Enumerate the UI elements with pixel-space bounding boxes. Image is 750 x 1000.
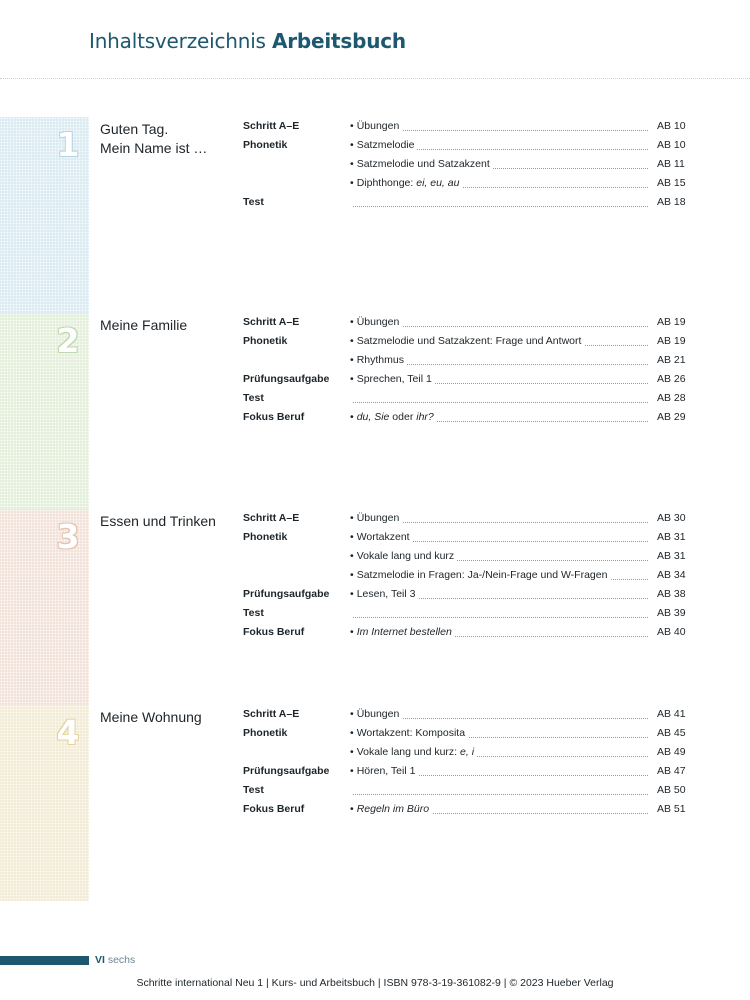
toc-row [0,410,750,429]
dot-leader [350,402,648,403]
toc-row-topic [350,783,648,798]
toc-row-page: AB 11 [657,158,685,170]
toc-row-page: AB 39 [657,607,686,619]
page-number-word: sechs [107,954,136,966]
chapter-number: 1 [56,125,80,164]
bullet-glyph: • [350,316,354,328]
toc-row [0,625,750,644]
toc-row-page: AB 38 [657,588,686,600]
toc-row-topic [350,606,648,621]
topic-part: Satzmelodie in Fragen: Ja-/Nein-Frage und W-Fragen [356,569,608,581]
toc-row-topic [350,334,648,349]
toc-row-topic-text [350,392,353,404]
chapter-title-line1: Guten Tag. [100,121,169,137]
topic-part: Im Internet bestellen [356,626,452,638]
toc-row-topic [350,568,648,583]
toc-row-label: Schritt A–E [243,316,300,328]
toc-row [0,353,750,372]
toc-row-topic [350,138,648,153]
toc-row-topic-text [350,335,584,347]
toc-row-page: AB 41 [657,708,686,720]
topic-part: Übungen [356,316,400,328]
toc-row-topic [350,391,648,406]
topic-part: Vokale lang und kurz [356,550,455,562]
bullet-glyph: • [350,803,354,815]
toc-row [0,334,750,353]
toc-row-topic [350,195,648,210]
chapter-number: 3 [56,517,80,556]
toc-row [0,119,750,138]
bullet-glyph: • [350,708,354,720]
topic-part: ihr? [416,411,434,423]
topic-part: Vokale lang und kurz: [356,746,461,758]
toc-row-label: Prüfungsaufgabe [243,588,330,600]
toc-row-topic [350,119,648,134]
toc-row-page: AB 18 [657,196,686,208]
toc-row-topic-text [350,550,457,562]
toc-row-label: Phonetik [243,727,288,739]
toc-row-page: AB 49 [657,746,686,758]
bullet-glyph: • [350,626,354,638]
toc-row-page: AB 29 [657,411,686,423]
toc-row-topic [350,745,648,760]
toc-row-label: Fokus Beruf [243,626,305,638]
toc-row [0,802,750,821]
toc-row-page: AB 19 [657,335,686,347]
toc-row [0,587,750,606]
toc-row-topic [350,802,648,817]
toc-row-page: AB 45 [657,727,686,739]
toc-row [0,549,750,568]
toc-row-label: Fokus Beruf [243,411,305,423]
topic-part: Übungen [356,512,400,524]
toc-row-page: AB 15 [657,177,686,189]
toc-row-page: AB 30 [657,512,686,524]
toc-rows [0,509,750,644]
toc-row [0,157,750,176]
bullet-glyph: • [350,765,354,777]
toc-row-topic-text [350,626,455,638]
toc-row-topic-text [350,373,435,385]
bullet-glyph: • [350,569,354,581]
dot-leader [350,794,648,795]
toc-row-topic-text [350,784,353,796]
toc-row-page: AB 21 [657,354,686,366]
toc-row [0,745,750,764]
toc-row [0,530,750,549]
toc-row-label: Test [243,784,264,796]
toc-row-label: Test [243,196,264,208]
chapter-2 [0,313,750,509]
toc-rows [0,313,750,429]
toc-row-label: Phonetik [243,335,288,347]
chapter-number: 2 [56,321,80,360]
toc-row-topic [350,315,648,330]
toc-row-page: AB 26 [657,373,686,385]
toc-row-topic-text [350,411,437,423]
bullet-glyph: • [350,588,354,600]
toc-row-page: AB 31 [657,531,686,543]
toc-row-topic-text [350,531,413,543]
toc-row-topic [350,625,648,640]
topic-part: Diphthonge: [356,177,417,189]
toc-row [0,783,750,802]
toc-row-topic [350,549,648,564]
topic-part: Wortakzent [356,531,410,543]
topic-part: Übungen [356,120,400,132]
topic-part: Sprechen, Teil 1 [356,373,432,385]
topic-part: Hören, Teil 1 [356,765,416,777]
toc-row-page: AB 31 [657,550,686,562]
toc-row [0,195,750,214]
toc-row-topic [350,511,648,526]
bullet-glyph: • [350,746,354,758]
toc-row-topic-text [350,727,468,739]
bullet-glyph: • [350,550,354,562]
toc-row [0,138,750,157]
toc-row-topic [350,176,648,191]
toc-row-page: AB 51 [657,803,686,815]
toc-row-topic-text [350,569,610,581]
toc-row-page: AB 10 [657,139,686,151]
bullet-glyph: • [350,727,354,739]
chapter-4 [0,705,750,901]
chapter-title-line1: Meine Familie [100,317,188,333]
topic-part: Satzmelodie und Satzakzent: Frage und Antwort [356,335,582,347]
toc-row-label: Test [243,392,264,404]
toc-row-label: Phonetik [243,531,288,543]
toc-row-page: AB 10 [657,120,686,132]
toc-rows [0,117,750,214]
toc-row-topic [350,157,648,172]
bullet-glyph: • [350,139,354,151]
toc-row-topic-text [350,177,462,189]
toc-row-topic-text [350,139,417,151]
toc-row-topic-text [350,120,402,132]
toc-row-label: Fokus Beruf [243,803,305,815]
toc-row-page: AB 40 [657,626,686,638]
page-title-light: Inhaltsverzeichnis [89,29,266,53]
bullet-glyph: • [350,373,354,385]
topic-part: Satzmelodie [356,139,415,151]
toc-row-topic-text [350,354,407,366]
imprint-line: Schritte international Neu 1 | Kurs- und Arbeitsbuch | ISBN 978-3-19-361082-9 | © 2023 Hueber Verlag [136,977,614,989]
toc-row-topic [350,410,648,425]
bullet-glyph: • [350,512,354,524]
toc-row-topic-text [350,803,432,815]
toc-row-topic-text [350,765,418,777]
toc-row-topic [350,707,648,722]
chapter-3 [0,509,750,705]
bullet-glyph: • [350,335,354,347]
toc-row-page: AB 47 [657,765,686,777]
footer-accent-bar [0,956,89,965]
dot-leader [350,206,648,207]
toc-row-topic-text [350,316,402,328]
toc-row-topic [350,372,648,387]
bullet-glyph: • [350,354,354,366]
toc-row-page: AB 50 [657,784,686,796]
toc-row-topic [350,530,648,545]
bullet-glyph: • [350,158,354,170]
toc-row-topic-text [350,746,477,758]
toc-row [0,707,750,726]
topic-part: Wortakzent: Komposita [356,727,466,739]
toc-row-topic-text [350,588,418,600]
page-number-roman: VI [95,954,105,966]
bullet-glyph: • [350,411,354,423]
topic-part: e, i [460,746,475,758]
toc-row-topic [350,764,648,779]
topic-part: Lesen, Teil 3 [356,588,416,600]
toc-row [0,176,750,195]
toc-row-topic [350,353,648,368]
topic-part: du, Sie [356,411,390,423]
page-title [89,28,406,54]
toc-row-label: Test [243,607,264,619]
topic-part: ei, eu, au [416,177,460,189]
topic-part: oder [389,411,417,423]
toc-row-topic [350,587,648,602]
toc-row-label: Phonetik [243,139,288,151]
toc-row-label: Prüfungsaufgabe [243,373,330,385]
toc-row [0,511,750,530]
toc-rows [0,705,750,821]
topic-part: Übungen [356,708,400,720]
chapter-title-line1: Meine Wohnung [100,709,202,725]
toc-row-topic [350,726,648,741]
toc-row [0,568,750,587]
toc-row [0,372,750,391]
toc-row-topic-text [350,158,493,170]
topic-part: Satzmelodie und Satzakzent [356,158,490,170]
toc-row [0,606,750,625]
chapter-1 [0,117,750,313]
toc-row-label: Prüfungsaufgabe [243,765,330,777]
toc-row-topic-text [350,512,402,524]
toc-row [0,726,750,745]
bullet-glyph: • [350,120,354,132]
page-header [0,0,750,79]
bullet-glyph: • [350,177,354,189]
toc-row [0,315,750,334]
toc-row-page: AB 28 [657,392,686,404]
toc-row-page: AB 34 [657,569,686,581]
topic-part: Regeln im Büro [356,803,430,815]
bullet-glyph: • [350,531,354,543]
toc-row-page: AB 19 [657,316,686,328]
chapter-title-line2: Mein Name ist … [100,140,208,156]
toc-row-label: Schritt A–E [243,708,300,720]
page-title-bold: Arbeitsbuch [271,29,406,53]
chapter-title-line1: Essen und Trinken [100,513,216,529]
toc-row-topic-text [350,196,353,208]
toc-row-topic-text [350,607,353,619]
toc-row-label: Schritt A–E [243,512,300,524]
dot-leader [350,617,648,618]
toc-row [0,391,750,410]
toc-row [0,764,750,783]
toc-row-label: Schritt A–E [243,120,300,132]
footer-page-number [95,953,135,968]
toc-row-topic-text [350,708,402,720]
topic-part: Rhythmus [356,354,404,366]
chapter-number: 4 [56,713,80,752]
